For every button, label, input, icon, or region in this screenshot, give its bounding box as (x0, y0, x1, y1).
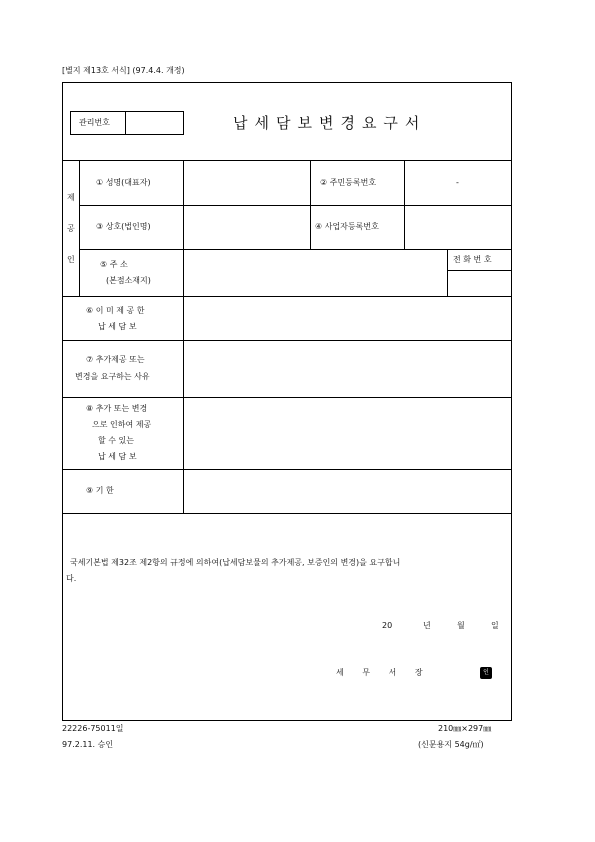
paper-size: 210㎜×297㎜ (438, 724, 492, 733)
phone-input[interactable] (448, 271, 511, 295)
address-label: ⑤ 주 소 (100, 260, 128, 269)
form-header-note: [별지 제13호 서식] (97.4.4. 개정) (62, 66, 185, 75)
date-day-unit: 일 (491, 621, 499, 630)
existing-collateral-input[interactable] (184, 297, 511, 339)
statement-line-1: 국세기본법 제32조 제2항의 규정에 의하여(납세담보물의 추가제공, 보증인의 변경)을 요구합니 (70, 558, 401, 567)
paper-type: (신문용지 54g/㎡) (418, 740, 484, 749)
date-month-unit: 월 (457, 621, 465, 630)
name-label: ① 성명(대표자) (96, 178, 151, 187)
tax-office-head: 세 무 서 장 (336, 668, 431, 677)
date-year: 20 (382, 621, 393, 630)
provider-label-char-3: 인 (67, 255, 75, 264)
business-registration-number-input[interactable] (405, 206, 511, 248)
approval-date: 97.2.11. 승인 (62, 740, 114, 749)
resident-number-label: ② 주민등록번호 (320, 178, 377, 187)
deadline-label: ⑨ 기 한 (86, 486, 114, 495)
change-reason-input[interactable] (184, 341, 511, 396)
new-collateral-label: ⑧ 추가 또는 변경 (86, 404, 148, 413)
new-collateral-input[interactable] (184, 398, 511, 468)
address-input[interactable] (184, 250, 446, 295)
name-input[interactable] (184, 161, 309, 204)
trade-name-input[interactable] (184, 206, 309, 248)
trade-name-label: ③ 상호(법인명) (96, 222, 151, 231)
resident-number-dash: - (456, 178, 459, 187)
management-number-label: 관리번호 (79, 118, 110, 127)
change-reason-label-2: 변경을 요구하는 사유 (75, 372, 150, 381)
seal-mark: 인 (480, 667, 492, 679)
deadline-input[interactable] (184, 470, 511, 512)
existing-collateral-label: ⑥ 이 미 제 공 한 (86, 306, 145, 315)
address-label-sub: (본점소재지) (106, 276, 151, 285)
existing-collateral-label-2: 납 세 담 보 (98, 322, 137, 331)
business-registration-number-label: ④ 사업자등록번호 (315, 222, 379, 231)
change-reason-label: ⑦ 추가제공 또는 (86, 355, 145, 364)
form-number: 22226-75011일 (62, 724, 124, 733)
provider-label-char-2: 공 (67, 224, 75, 233)
date-year-unit: 년 (423, 621, 431, 630)
phone-label: 전 화 번 호 (453, 255, 492, 264)
form-title: 납세담보변경요구서 (233, 114, 427, 132)
new-collateral-label-3: 할 수 있는 (98, 436, 134, 445)
new-collateral-label-4: 납 세 담 보 (98, 452, 137, 461)
statement-line-2: 다. (66, 574, 77, 583)
new-collateral-label-2: 으로 인하여 제공 (92, 420, 152, 429)
provider-label-char-1: 제 (67, 193, 75, 202)
